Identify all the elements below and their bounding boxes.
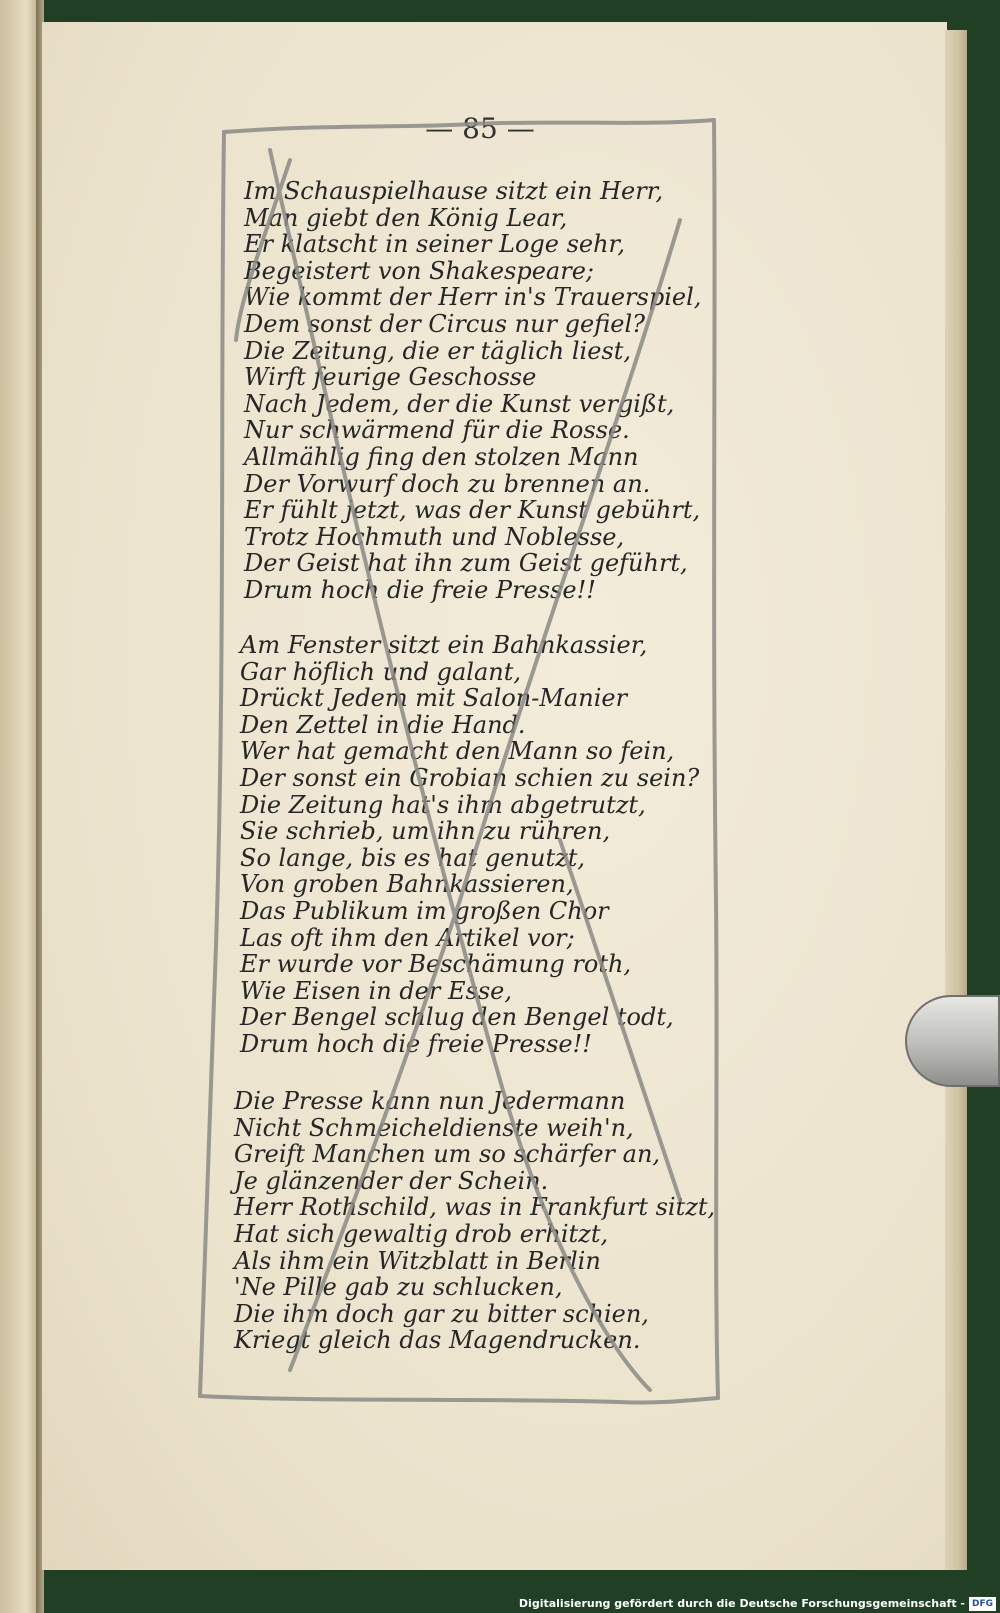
verse-line: Hat sich gewaltig drob erhitzt,	[234, 1219, 609, 1248]
metal-clip	[905, 995, 1000, 1087]
verse-line: Der sonst ein Grobian schien zu sein?	[240, 763, 700, 792]
verse-line: Der Geist hat ihn zum Geist geführt,	[244, 549, 688, 578]
verse-line: Als ihm ein Witzblatt in Berlin	[234, 1246, 601, 1275]
verse-line: Dem sonst der Circus nur gefiel?	[244, 309, 646, 338]
stanza-3	[234, 1088, 715, 1354]
verse-line: Der Vorwurf doch zu brennen an.	[244, 469, 651, 498]
verse-line: So lange, bis es hat genutzt,	[240, 843, 585, 872]
verse-line: Gar höflich und galant,	[240, 657, 521, 686]
verse-line: Nach Jedem, der die Kunst vergißt,	[244, 389, 675, 418]
verse-line: Am Fenster sitzt ein Bahnkassier,	[240, 631, 648, 659]
verse-line: Die Presse kann nun Jedermann	[234, 1087, 626, 1115]
verse-line: Die Zeitung hat's ihm abgetrutzt,	[240, 790, 646, 819]
verse-line: Sie schrieb, um ihn zu rühren,	[240, 817, 611, 846]
verse-line: Nur schwärmend für die Rosse.	[244, 416, 630, 445]
verse-line: Im Schauspielhause sitzt ein Herr,	[244, 177, 664, 205]
verse-line: Wie kommt der Herr in's Trauerspiel,	[244, 283, 702, 312]
verse-line: Begeistert von Shakespeare;	[244, 256, 594, 285]
facing-page-edge	[0, 0, 38, 1613]
verse-line: Er wurde vor Beschämung roth,	[240, 950, 632, 979]
stanza-1	[244, 178, 701, 604]
verse-line: Die Zeitung, die er täglich liest,	[244, 336, 631, 365]
verse-line: Herr Rothschild, was in Frankfurt sitzt,	[234, 1193, 716, 1222]
verse-line: Drum hoch die freie Presse!!	[240, 1029, 592, 1058]
stanza-2	[240, 632, 699, 1058]
verse-line: Das Publikum im großen Chor	[240, 896, 609, 925]
verse-line: Von groben Bahnkassieren,	[240, 870, 574, 899]
verse-line: Allmählig fing den stolzen Mann	[244, 442, 639, 471]
footer-credit: Digitalisierung gefördert durch die Deutsche Forschungsgemeinschaft -	[518, 1597, 965, 1610]
verse-line: Die ihm doch gar zu bitter schien,	[234, 1299, 649, 1328]
verse-line: Wie Eisen in der Esse,	[240, 976, 512, 1005]
verse-line: 'Ne Pille gab zu schlucken,	[234, 1273, 563, 1302]
verse-line: Wer hat gemacht den Mann so fein,	[240, 737, 675, 766]
footer	[519, 1594, 996, 1613]
dfg-logo: DFG	[969, 1597, 996, 1611]
verse-line: Trotz Hochmuth und Noblesse,	[244, 522, 625, 551]
page-stack-edge	[945, 30, 967, 1570]
verse-line: Las oft ihm den Artikel vor;	[240, 923, 575, 952]
verse-line: Er fühlt jetzt, was der Kunst gebührt,	[244, 496, 701, 525]
verse-line: Nicht Schmeicheldienste weih'n,	[234, 1113, 634, 1142]
verse-line: Den Zettel in die Hand.	[240, 710, 526, 739]
verse-line: Kriegt gleich das Magendrucken.	[234, 1326, 641, 1355]
verse-line: Drückt Jedem mit Salon-Manier	[240, 684, 628, 713]
verse-line: Er klatscht in seiner Loge sehr,	[244, 230, 626, 259]
verse-line: Der Bengel schlug den Bengel todt,	[240, 1003, 674, 1032]
verse-line: Wirft feurige Geschosse	[244, 363, 537, 392]
page-number: — 85 —	[425, 112, 535, 145]
verse-line: Je glänzender der Schein.	[234, 1166, 549, 1195]
verse-line: Drum hoch die freie Presse!!	[244, 575, 596, 604]
verse-line: Man giebt den König Lear,	[244, 203, 568, 232]
verse-line: Greift Manchen um so schärfer an,	[234, 1140, 661, 1169]
